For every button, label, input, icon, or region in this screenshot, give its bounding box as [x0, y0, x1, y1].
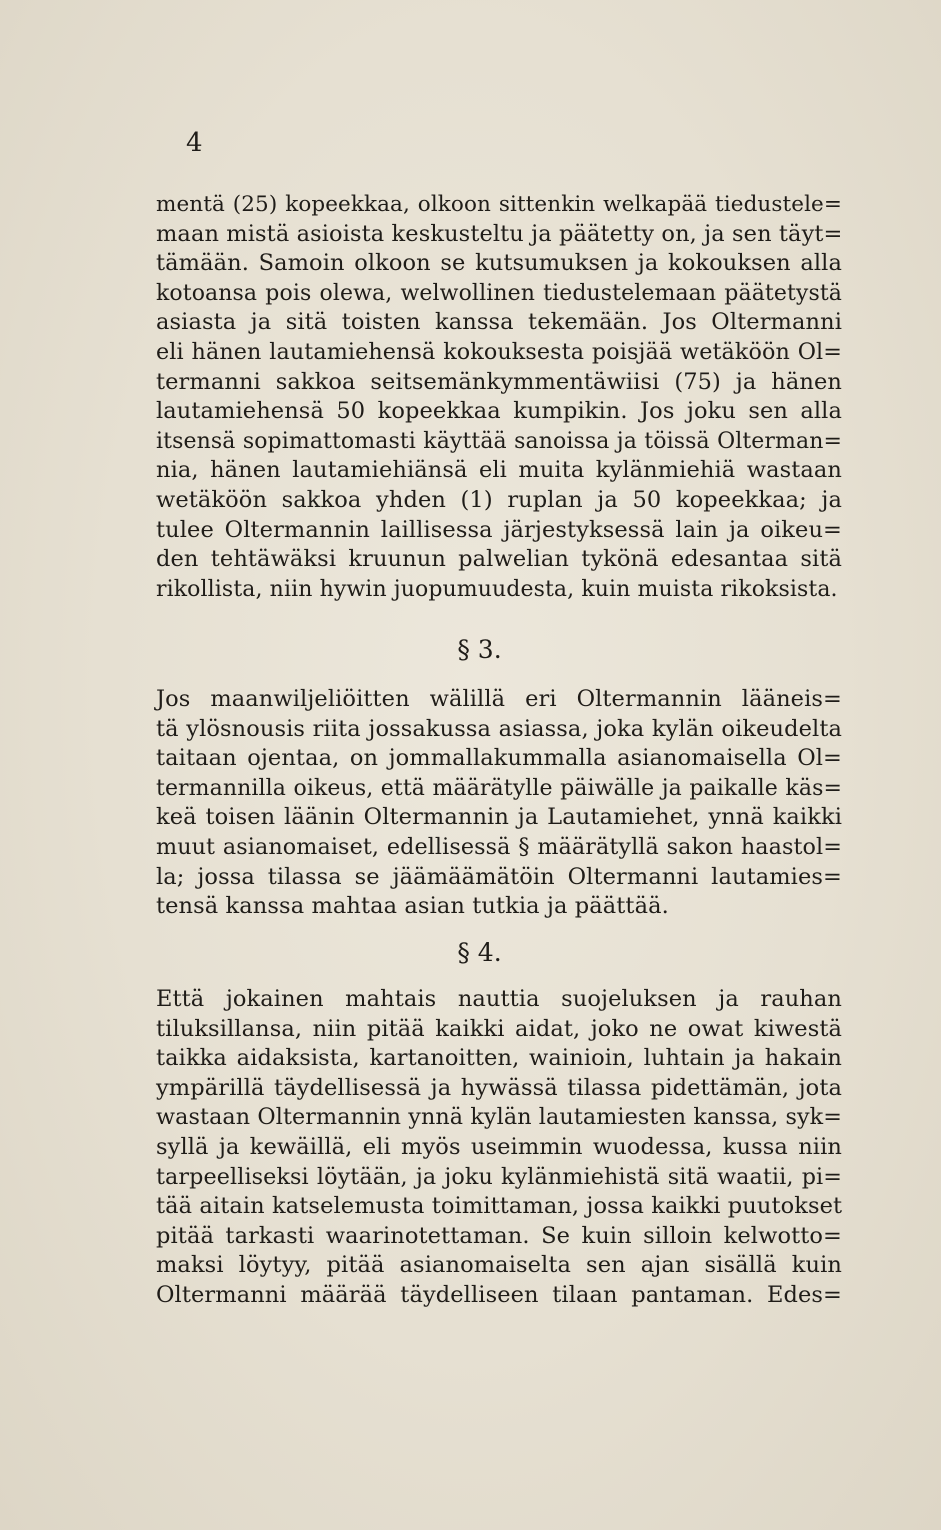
text-line: termannilla oikeus, että määrätylle päiwälle ja paikalle käs=	[156, 775, 842, 801]
text-line: tarpeelliseksi löytään, ja joku kylänmiehistä sitä waatii, pi=	[156, 1163, 842, 1190]
section-heading-4	[0, 938, 941, 968]
text-line: tämään. Samoin olkoon se kutsumuksen ja kokouksen alla	[156, 250, 842, 277]
text-line: la; jossa tilassa se jäämäämätöin Oltermanni lautamies=	[156, 863, 842, 890]
paragraph-1	[156, 190, 842, 604]
text-line: ympärillä täydellisessä ja hywässä tilassa pidettämän, jota	[156, 1074, 842, 1101]
text-line: den tehtäwäksi kruunun palwelian tykönä edesantaa sitä	[156, 546, 842, 573]
text-line: tää aitain katselemusta toimittaman, jossa kaikki puutokset	[156, 1193, 843, 1220]
text-line: syllä ja kewäillä, eli myös useimmin wuodessa, kussa niin	[156, 1133, 842, 1160]
text-line: tä ylösnousis riita jossakussa asiassa, joka kylän oikeudelta	[156, 715, 842, 742]
text-line: Jos maanwiljeliöitten wälillä eri Oltermannin lääneis=	[156, 686, 842, 712]
section-heading-text: § 4.	[457, 938, 502, 967]
text-line: Että jokainen mahtais nauttia suojeluksen ja rauhan	[156, 986, 842, 1012]
text-line: lautamiehensä 50 kopeekkaa kumpikin. Jos joku sen alla	[156, 398, 842, 425]
text-line: Oltermanni määrää täydelliseen tilaan pantaman. Edes=	[156, 1281, 842, 1308]
text-line: taikka aidaksista, kartanoitten, wainioin, luhtain ja hakain	[156, 1045, 842, 1072]
page-number: 4	[186, 128, 203, 158]
text-line: nia, hänen lautamiehiänsä eli muita kylänmiehiä wastaan	[156, 457, 842, 484]
text-line: tensä kanssa mahtaa asian tutkia ja päättää.	[156, 893, 669, 920]
text-line: wastaan Oltermannin ynnä kylän lautamiesten kanssa, syk=	[156, 1104, 842, 1131]
text-line: keä toisen läänin Oltermannin ja Lautamiehet, ynnä kaikki	[156, 804, 842, 831]
text-line: wetäköön sakkoa yhden (1) ruplan ja 50 kopeekkaa; ja	[156, 486, 842, 513]
text-line: taitaan ojentaa, on jommallakummalla asianomaisella Ol=	[156, 745, 842, 772]
section-heading-text: § 3.	[457, 635, 502, 664]
text-line: maksi löytyy, pitää asianomaiselta sen ajan sisällä kuin	[156, 1252, 842, 1279]
paragraph-3	[156, 985, 842, 1311]
text-line: tulee Oltermannin laillisessa järjestyksessä lain ja oikeu=	[156, 516, 842, 543]
text-line: tiluksillansa, niin pitää kaikki aidat, joko ne owat kiwestä	[156, 1015, 842, 1042]
text-line: kotoansa pois olewa, welwollinen tiedustelemaan päätetystä	[156, 280, 842, 306]
text-line: mentä (25) kopeekkaa, olkoon sittenkin welkapää tiedustele=	[156, 192, 842, 217]
text-line: asiasta ja sitä toisten kanssa tekemään. Jos Oltermanni	[156, 309, 842, 336]
text-line: rikollista, niin hywin juopumuudesta, kuin muista rikoksista.	[156, 576, 838, 602]
section-heading-3	[0, 635, 941, 665]
text-line: termanni sakkoa seitsemänkymmentäwiisi (75) ja hänen	[156, 368, 842, 395]
paragraph-2	[156, 685, 842, 922]
text-line: eli hänen lautamiehensä kokouksesta poisjää wetäköön Ol=	[156, 338, 842, 365]
text-line: maan mistä asioista keskusteltu ja päätetty on, ja sen täyt=	[156, 220, 843, 247]
text-line: muut asianomaiset, edellisessä § määrätyllä sakon haastol=	[156, 833, 842, 860]
text-line: itsensä sopimattomasti käyttää sanoissa ja töissä Olterman=	[156, 428, 842, 454]
text-line: pitää tarkasti waarinotettaman. Se kuin silloin kelwotto=	[156, 1222, 842, 1249]
